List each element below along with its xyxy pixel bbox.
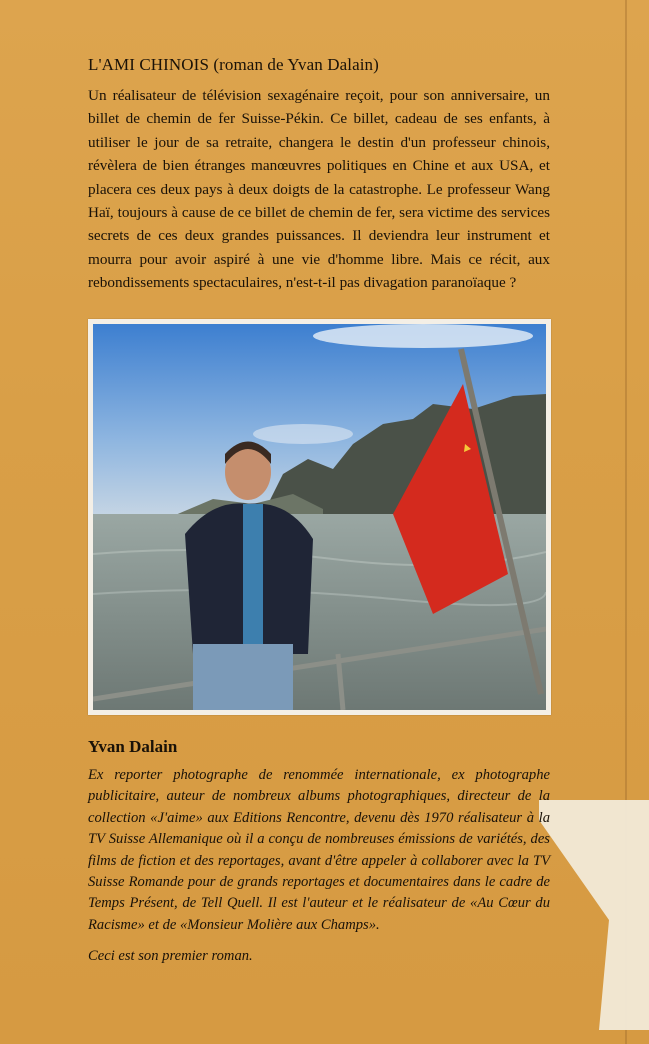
synopsis-text: Un réalisateur de télévision sexagénaire reçoit, pour son anniversaire, un billet de chemin de fer Suisse-Pékin. Ce billet, cadeau de ses enfants, à utiliser le jour de sa retraite, changera le destin d'un professeur chinois, révèlera de bien étranges manœuvres politiques en Chine et aux USA, et placera ces deux pays à deux doigts de la catastrophe. Le professeur Wang Haï, toujours à cause de ce billet de chemin de fer, sera victime des services secrets de ces deux grandes puissances. Il deviendra leur instrument et mourra pour avoir aspiré à une vie d'homme libre. Mais ce récit, aux rebondissements spectaculaires, n'est-t-il pas divagation paranoïaque ? — [88, 87, 550, 292]
book-title: L'AMI CHINOIS (roman de Yvan Dalain) — [88, 55, 379, 74]
white-star-decoration — [539, 800, 649, 1030]
author-bio: Ex reporter photographe de renommée internationale, ex photographe publicitaire, auteur de nombreux albums photographiques, directeur de la collection «J'aime» aux Editions Rencontre, devenu dès 1970 réalisateur à la TV Suisse Allemanique où il a conçu de nombreuses émissions de variétés, des films de fiction et des reportages, avant d'être appeler à collaborer avec la TV Suisse Romande pour de grands reportages et documentaires dans le cadre de Temps Présent, de Tell Quell. Il est l'auteur et le réalisateur de «Au Cœur du Racisme» et de «Monsieur Molière aux Champs». — [88, 767, 550, 933]
author-bio-closing: Ceci est son premier roman. — [88, 948, 253, 964]
author-name: Yvan Dalain — [88, 737, 178, 756]
author-photo — [88, 319, 551, 715]
photo-scene — [93, 324, 546, 710]
